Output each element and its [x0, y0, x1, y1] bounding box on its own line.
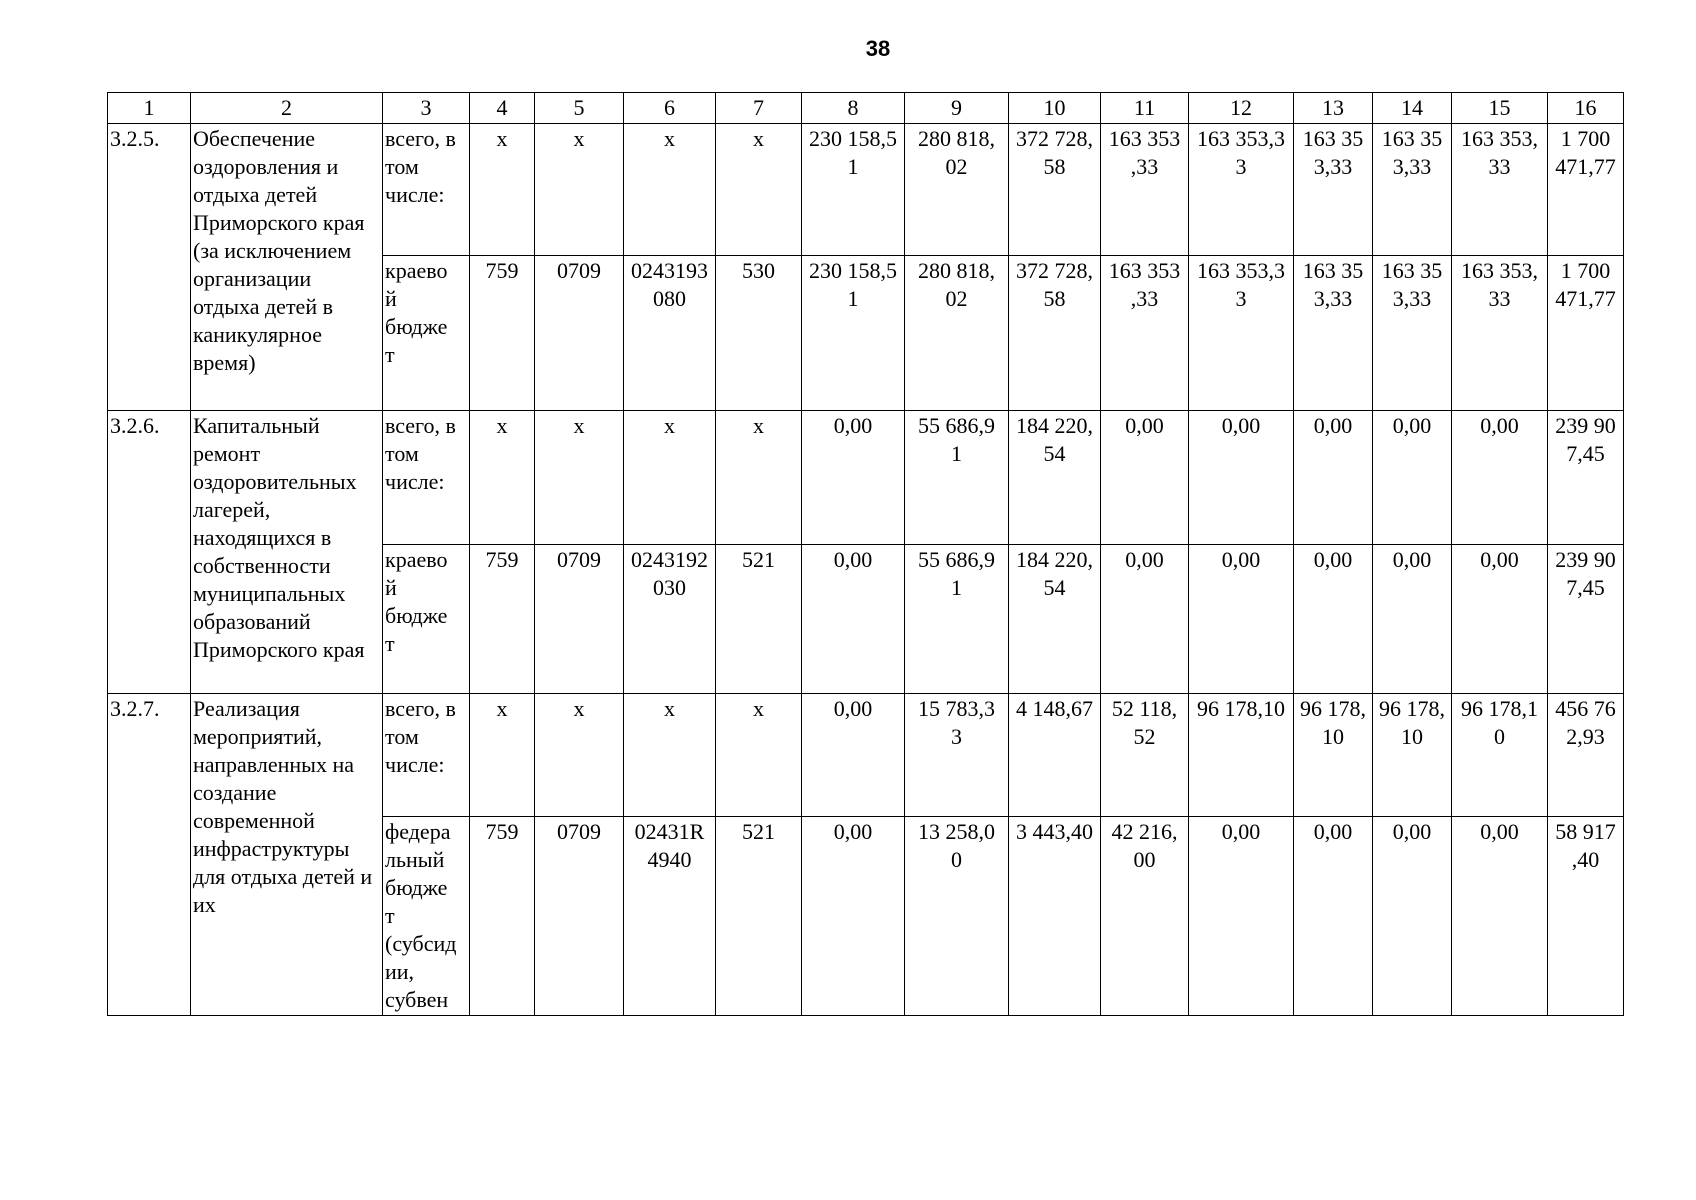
cell-col6: x — [624, 694, 716, 817]
value-cell: 163 35 3,33 — [1294, 124, 1373, 256]
value-cell: 0,00 — [1294, 411, 1373, 545]
item-name: Обеспечение оздоровления и отдыха детей Приморского края (за исключением организации отдыха детей в каникулярное время) — [191, 124, 383, 411]
value-cell: 96 178,1 0 — [1452, 694, 1548, 817]
value-cell: 456 76 2,93 — [1548, 694, 1624, 817]
column-number: 5 — [535, 93, 624, 124]
value-cell: 163 353, 33 — [1452, 124, 1548, 256]
value-cell: 0,00 — [802, 411, 905, 545]
value-cell: 96 178,10 — [1189, 694, 1294, 817]
value-cell: 0,00 — [1452, 545, 1548, 694]
column-number: 10 — [1009, 93, 1101, 124]
column-number: 2 — [191, 93, 383, 124]
value-cell: 230 158,5 1 — [802, 256, 905, 411]
value-cell: 372 728, 58 — [1009, 256, 1101, 411]
cell-col5: 0709 — [535, 817, 624, 1016]
value-cell: 1 700 471,77 — [1548, 256, 1624, 411]
page-number: 38 — [865, 36, 891, 61]
value-cell: 184 220, 54 — [1009, 411, 1101, 545]
cell-col4: 759 — [470, 545, 535, 694]
column-number: 1 — [108, 93, 191, 124]
cell-col6: x — [624, 124, 716, 256]
column-number-row — [108, 93, 1624, 124]
column-number: 11 — [1101, 93, 1189, 124]
value-cell: 0,00 — [802, 545, 905, 694]
value-cell: 0,00 — [1452, 411, 1548, 545]
column-number: 13 — [1294, 93, 1373, 124]
value-cell: 13 258,0 0 — [905, 817, 1009, 1016]
value-cell: 280 818, 02 — [905, 256, 1009, 411]
value-cell: 0,00 — [1189, 411, 1294, 545]
value-cell: 163 35 3,33 — [1373, 256, 1452, 411]
cell-col7: x — [716, 411, 802, 545]
item-name: Реализация мероприятий, направленных на создание современной инфраструктуры для отдыха детей и их — [191, 694, 383, 1016]
value-cell: 0,00 — [1294, 545, 1373, 694]
value-cell: 0,00 — [1373, 817, 1452, 1016]
value-cell: 280 818, 02 — [905, 124, 1009, 256]
item-number: 3.2.7. — [108, 694, 191, 1016]
value-cell: 163 353,3 3 — [1189, 124, 1294, 256]
value-cell: 239 90 7,45 — [1548, 411, 1624, 545]
value-cell: 4 148,67 — [1009, 694, 1101, 817]
cell-col6: x — [624, 411, 716, 545]
value-cell: 230 158,5 1 — [802, 124, 905, 256]
cell-col5: x — [535, 411, 624, 545]
value-cell: 0,00 — [1189, 817, 1294, 1016]
value-cell: 96 178, 10 — [1373, 694, 1452, 817]
table-row — [108, 124, 1624, 256]
budget-table — [107, 92, 1624, 1016]
value-cell: 0,00 — [1373, 545, 1452, 694]
cell-col4: x — [470, 694, 535, 817]
column-number: 3 — [383, 93, 470, 124]
cell-col4: x — [470, 411, 535, 545]
funding-source: всего, в том числе: — [383, 124, 470, 256]
column-number: 9 — [905, 93, 1009, 124]
column-number: 15 — [1452, 93, 1548, 124]
value-cell: 52 118, 52 — [1101, 694, 1189, 817]
cell-col7: 521 — [716, 817, 802, 1016]
cell-col6: 0243192 030 — [624, 545, 716, 694]
item-number: 3.2.5. — [108, 124, 191, 411]
value-cell: 163 353, 33 — [1452, 256, 1548, 411]
cell-col6: 0243193 080 — [624, 256, 716, 411]
value-cell: 0,00 — [1101, 545, 1189, 694]
value-cell: 0,00 — [802, 817, 905, 1016]
value-cell: 239 90 7,45 — [1548, 545, 1624, 694]
value-cell: 372 728, 58 — [1009, 124, 1101, 256]
column-number: 6 — [624, 93, 716, 124]
cell-col5: x — [535, 694, 624, 817]
value-cell: 0,00 — [1452, 817, 1548, 1016]
funding-source: федера льный бюдже т (субсид ии, субвен — [383, 817, 470, 1016]
column-number: 7 — [716, 93, 802, 124]
cell-col6: 02431R 4940 — [624, 817, 716, 1016]
item-number: 3.2.6. — [108, 411, 191, 694]
funding-source: краево й бюдже т — [383, 545, 470, 694]
value-cell: 0,00 — [1294, 817, 1373, 1016]
funding-source: всего, в том числе: — [383, 694, 470, 817]
value-cell: 0,00 — [1373, 411, 1452, 545]
value-cell: 1 700 471,77 — [1548, 124, 1624, 256]
cell-col7: 521 — [716, 545, 802, 694]
column-number: 8 — [802, 93, 905, 124]
value-cell: 55 686,9 1 — [905, 545, 1009, 694]
column-number: 4 — [470, 93, 535, 124]
funding-source: всего, в том числе: — [383, 411, 470, 545]
funding-source: краево й бюдже т — [383, 256, 470, 411]
value-cell: 184 220, 54 — [1009, 545, 1101, 694]
cell-col5: 0709 — [535, 545, 624, 694]
cell-col4: 759 — [470, 256, 535, 411]
value-cell: 0,00 — [1189, 545, 1294, 694]
cell-col5: x — [535, 124, 624, 256]
value-cell: 42 216, 00 — [1101, 817, 1189, 1016]
column-number: 16 — [1548, 93, 1624, 124]
value-cell: 3 443,40 — [1009, 817, 1101, 1016]
value-cell: 0,00 — [802, 694, 905, 817]
value-cell: 163 353 ,33 — [1101, 256, 1189, 411]
cell-col4: x — [470, 124, 535, 256]
value-cell: 163 353,3 3 — [1189, 256, 1294, 411]
item-name: Капитальный ремонт оздоровительных лагерей, находящихся в собственности муниципальных образований Приморского края — [191, 411, 383, 694]
cell-col7: x — [716, 694, 802, 817]
value-cell: 163 353 ,33 — [1101, 124, 1189, 256]
value-cell: 55 686,9 1 — [905, 411, 1009, 545]
cell-col4: 759 — [470, 817, 535, 1016]
value-cell: 0,00 — [1101, 411, 1189, 545]
cell-col7: x — [716, 124, 802, 256]
value-cell: 96 178, 10 — [1294, 694, 1373, 817]
column-number: 14 — [1373, 93, 1452, 124]
table-row — [108, 411, 1624, 545]
value-cell: 15 783,3 3 — [905, 694, 1009, 817]
value-cell: 163 35 3,33 — [1373, 124, 1452, 256]
cell-col7: 530 — [716, 256, 802, 411]
value-cell: 163 35 3,33 — [1294, 256, 1373, 411]
table-row — [108, 694, 1624, 817]
value-cell: 58 917 ,40 — [1548, 817, 1624, 1016]
cell-col5: 0709 — [535, 256, 624, 411]
column-number: 12 — [1189, 93, 1294, 124]
